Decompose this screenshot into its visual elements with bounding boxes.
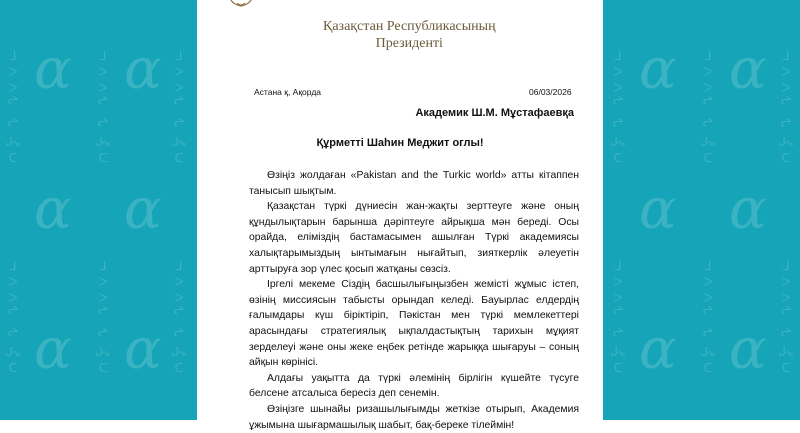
watermark-glyphs: ɑ ɑ ɑ xyxy=(34,37,72,382)
letter-paragraph: Іргелі мекеме Сіздің басшылығыңызбен жемісті жұмыс істеп, өзінің миссиясын табысты орындап келеді. Бауырлас елдердің ғалымдары күш біріктіріп, Пәкістан мен түркі мемлекеттері арасындағы стратегиялық ықпалдастықтың тарихын мұқият зерделеуі және оны жеке еңбек ретінде жарыққа шығаруы – соның айқын көрінісі. xyxy=(249,279,579,369)
letterhead xyxy=(323,18,496,53)
letterhead-line-1: Қазақстан Республикасының xyxy=(323,19,496,34)
letter-paragraph: Қазақстан түркі дүниесін жан-жақты зерттеуге және оның құндылықтарын барынша дәріптеуге айрықша мән береді. Осы орайда, еліміздің бастамасымен ашылған Түркі академиясы халықтарымыздың ынтымағын нығайтып, зияткерлік әлеуетін арттыруға зор үлес қосып жатқаны сөзсіз. xyxy=(249,201,579,275)
letter-body xyxy=(249,168,579,433)
letterhead-line-2: Президенті xyxy=(375,36,443,51)
letter-salutation: Құрметті Шаһин Меджит оглы! xyxy=(316,137,484,149)
letter-paragraph: Өзіңіз жолдаған «Pakistan and the Turkic world» атты кітаппен танысып шықтым. xyxy=(249,170,579,197)
letter-place: Астана қ, Ақорда xyxy=(254,87,322,97)
right-side-panel: ᑐᖏᖢ ᖢᐸᐸᒥ ᑐᖏᖢ ᖢᐸᐸᒥ ɑ ɑ ɑ ᑐᖏᖢ ᖢᐸᐸᒥ ᑐᖏᖢ ᖢᐸᐸᒥ ɑ ɑ ɑ ᑐᖏᖢ ᖢᐸᐸᒥ ᑐᖏᖢ ᖢᐸᐸᒥ xyxy=(603,0,800,420)
letter-addressee: Академик Ш.М. Мұстафаевқа xyxy=(415,107,574,119)
state-emblem-icon xyxy=(228,0,254,8)
letter-paragraph: Өзіңізге шынайы ризашылығымды жеткізе отырып, Академия ұжымына шығармашылық шабыт, бақ-береке тілеймін! xyxy=(249,403,579,431)
letter-paragraph: Алдағы уақытта да түркі әлемінің бірлігін күшейте түсуге белсене атсалыса бересіз деп сенемін. xyxy=(249,372,579,400)
watermark-column: ᑐᖏᖢ ᖢᐸᐸᒥ ᑐᖏᖢ ᖢᐸᐸᒥ xyxy=(6,46,20,374)
left-side-panel: ᑐᖏᖢ ᖢᐸᐸᒥ ᑐᖏᖢ ᖢᐸᐸᒥ ɑ ɑ ɑ ᑐᖏᖢ ᖢᐸᐸᒥ ᑐᖏᖢ ᖢᐸᐸᒥ ɑ ɑ ɑ ᑐᖏᖢ ᖢᐸᐸᒥ ᑐᖏᖢ ᖢᐸᐸᒥ xyxy=(0,0,197,420)
letter-date: 06/03/2026 xyxy=(529,87,572,97)
